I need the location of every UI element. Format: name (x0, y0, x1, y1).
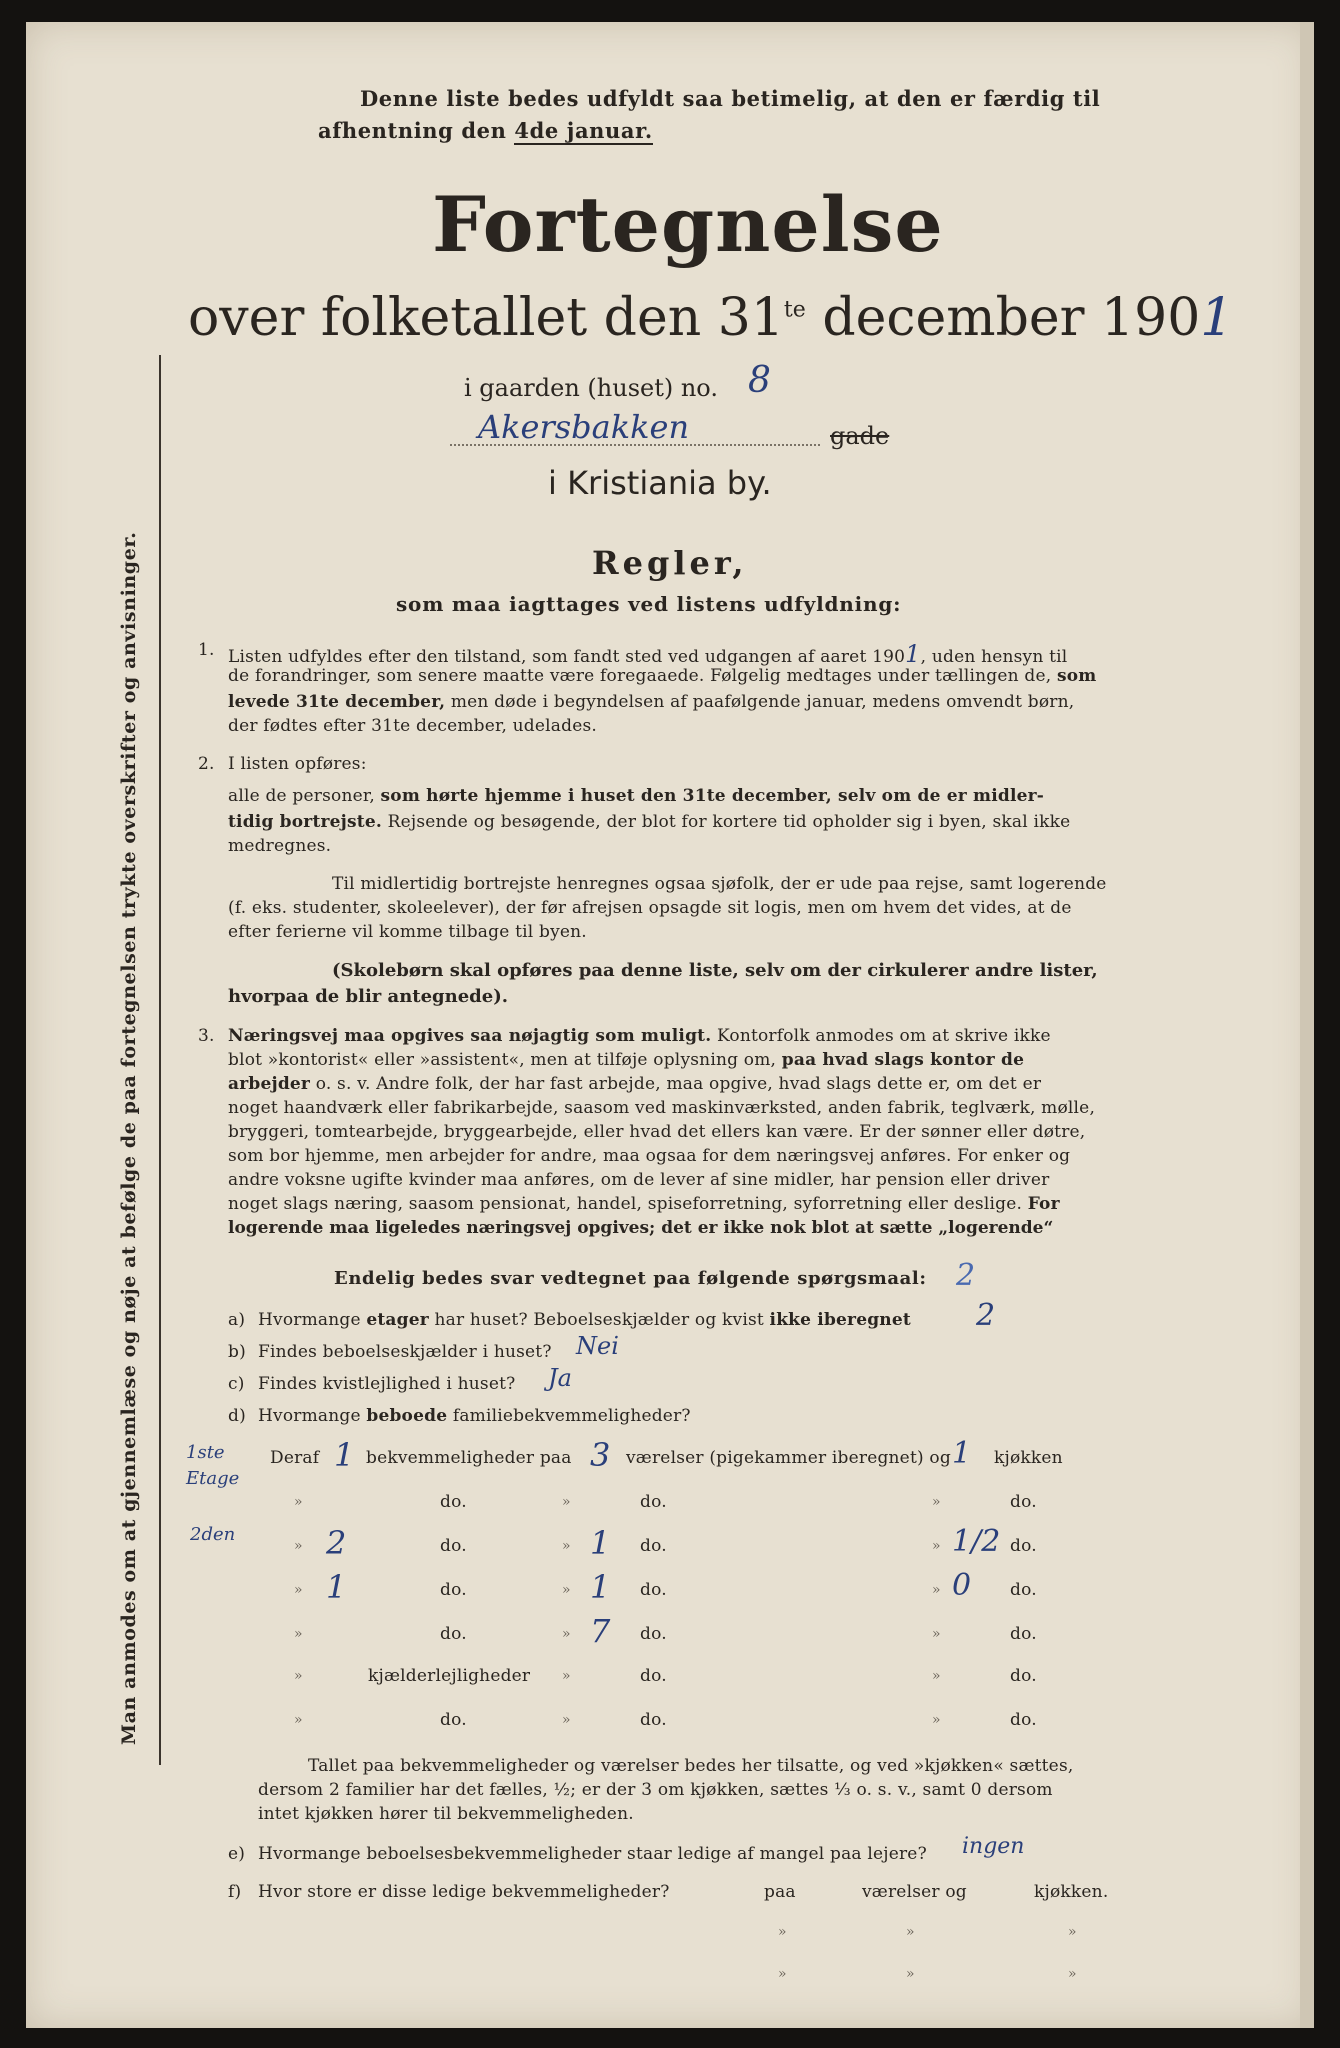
notice-line-1: Denne liste bedes udfyldt saa betimelig, at den er færdig til (360, 86, 1101, 111)
question-d-text-2: familiebekvemmeligheder? (452, 1406, 691, 1426)
rule-3-line-3-a: arbejder (228, 1074, 311, 1094)
table-do-bekv: do. (440, 1492, 467, 1512)
table-kitchen-handwritten: 1/2 (952, 1524, 1001, 1559)
rules-heading: Regler, (592, 544, 748, 582)
table-row-marker-right: » (932, 1582, 941, 1598)
page-subtitle (188, 288, 1233, 348)
rule-2-para-2-line-2: (f. eks. studenter, skoleelever), der før afrejsen opsagde sit logis, men om hvem det vides, at de (228, 898, 1072, 918)
rule-1-line-2-a: de forandringer, som senere maatte være foregaaede. Følgelig medtages under tællingen de, (228, 666, 1052, 686)
street-handwritten: Akersbakken (478, 408, 690, 446)
rule-2-line-1-a: alle de personer, (228, 786, 375, 806)
table-do-vaer: do. (640, 1710, 667, 1730)
rule-3-line-2-b: paa hvad slags kontor de (781, 1050, 1025, 1070)
table-header-kjokken: kjøkken (994, 1448, 1063, 1468)
table-kitchen-handwritten: 0 (952, 1568, 972, 1603)
margin-note-first-floor: 1ste Etage (186, 1442, 240, 1489)
question-a-answer: 2 (976, 1298, 996, 1333)
table-row-marker: » (294, 1626, 303, 1642)
rule-2-line-1-b: som hørte hjemme i huset den 31te december, selv om de er midler- (380, 786, 1045, 806)
table-row-marker-right: » (932, 1626, 941, 1642)
question-c-answer: Ja (548, 1364, 572, 1392)
rule-1-line-3-b: men døde i begyndelsen af paafølgende januar, medens omvendt børn, (450, 692, 1075, 712)
rule-2-para-2-line-3: efter ferierne vil komme tilbage til byen. (228, 922, 587, 942)
rule-2-para-3-line-2: hvorpaa de blir antegnede). (228, 986, 508, 1007)
table-count-handwritten: 2 (326, 1524, 347, 1562)
f-dot-row-2a: » (778, 1966, 787, 1982)
table-do-kjokken: do. (1010, 1666, 1037, 1686)
question-f-vaerelser: værelser og (862, 1882, 967, 1902)
question-c-text: Findes kvistlejlighed i huset? (258, 1374, 516, 1394)
rules-subheading: som maa iagttages ved listens udfyldning: (396, 592, 902, 616)
rule-3-line-8-a: noget slags næring, saasom pensionat, handel, spiseforretning, syforretning eller deslige. (228, 1194, 1023, 1214)
rule-1-line-1-a: Listen udfyldes efter den tilstand, som fandt sted ved udgangen af aaret 190 (228, 647, 906, 667)
rule-1-line-1 (228, 640, 1067, 668)
rule-3-line-9: logerende maa ligeledes næringsvej opgives; det er ikke nok blot at sætte „logerende“ (228, 1218, 1054, 1238)
rule-2-line-2 (228, 812, 1070, 832)
rule-3-line-2 (228, 1050, 1024, 1070)
table-header-bekv: bekvemmeligheder paa (366, 1448, 572, 1468)
notice-pickup-date: 4de januar. (514, 118, 653, 143)
rule-1-line-2 (228, 666, 1096, 686)
question-b-label: b) (228, 1342, 246, 1362)
table-row-marker-mid: » (562, 1494, 571, 1510)
f-dot-row-2c: » (1068, 1966, 1077, 1982)
table-kitchen-handwritten: 1 (952, 1436, 972, 1471)
question-a-text-2: har huset? Beboelseskjælder og kvist (434, 1310, 764, 1330)
rule-3-number: 3. (198, 1026, 215, 1046)
rule-3-line-3 (228, 1074, 1041, 1094)
city-label: i Kristiania by. (548, 464, 772, 502)
table-row-marker-right: » (932, 1668, 941, 1684)
question-f-text: Hvor store er disse ledige bekvemmeligheder? (258, 1882, 670, 1902)
question-d-text-1: Hvormange (258, 1406, 361, 1426)
note-line-1: Tallet paa bekvemmeligheder og værelser bedes her tilsatte, og ved »kjøkken« sættes, (308, 1756, 1074, 1776)
rule-2-line-2-b: Rejsende og besøgende, der blot for kortere tid opholder sig i byen, skal ikke (387, 812, 1071, 832)
subtitle-post: december 190 (805, 288, 1201, 348)
questions-intro-handwritten: 2 (956, 1258, 976, 1293)
rule-3-line-1 (228, 1026, 1051, 1046)
rule-3-line-1-b: Kontorfolk anmodes om at skrive ikke (716, 1026, 1051, 1046)
question-f-kjokken: kjøkken. (1034, 1882, 1109, 1902)
rule-3-line-1-a: Næringsvej maa opgives saa nøjagtig som muligt. (228, 1026, 712, 1046)
rule-1-line-4: der fødtes efter 31te december, udelades. (228, 716, 597, 736)
table-row-marker-mid: » (562, 1582, 571, 1598)
table-row-marker-mid: » (562, 1712, 571, 1728)
gaard-number-handwritten: 8 (748, 360, 771, 401)
table-row-marker-mid: » (562, 1668, 571, 1684)
rule-1-line-2-b: som (1056, 666, 1097, 686)
rule-3-line-3-b: o. s. v. Andre folk, der har fast arbejde, maa opgive, hvad slags dette er, om det er (315, 1074, 1042, 1094)
rule-2-para-2-line-1: Til midlertidig bortrejste henregnes ogsaa sjøfolk, der er ude paa rejse, samt logerende (332, 874, 1107, 894)
table-do-bekv: do. (440, 1624, 467, 1644)
table-deraf-label: Deraf (270, 1448, 320, 1468)
rule-2-para-3-line-1: (Skolebørn skal opføres paa denne liste, selv om der cirkulerer andre lister, (332, 960, 1098, 981)
table-do-vaer: do. (640, 1624, 667, 1644)
table-do-vaer: do. (640, 1580, 667, 1600)
table-do-bekv: do. (440, 1710, 467, 1730)
gade-label: gade (830, 422, 890, 450)
rule-1-line-3-a: levede 31te december, (228, 692, 446, 712)
side-instruction-note: Man anmodes om at gjennemlæse og nøje at befølge de paa fortegnelsen trykte overskrifter og anvisninger. (118, 531, 140, 1745)
question-a-text (258, 1310, 911, 1330)
table-rooms-handwritten: 7 (590, 1612, 611, 1650)
rule-2-line-2-a: tidig bortrejste. (228, 812, 382, 832)
year-handwritten: 1 (1200, 288, 1234, 348)
question-b-text: Findes beboelseskjælder i huset? (258, 1342, 552, 1362)
notice-line-2 (318, 118, 653, 143)
f-dot-row-1c: » (1068, 1924, 1077, 1940)
table-do-vaer: do. (640, 1492, 667, 1512)
notice-pickup-label: afhentning den (318, 118, 507, 143)
table-count-handwritten: 1 (334, 1436, 355, 1474)
margin-note-second-floor: 2den (190, 1524, 236, 1545)
table-do-kjokken: do. (1010, 1536, 1037, 1556)
table-do-kjokken: do. (1010, 1492, 1037, 1512)
questions-intro: Endelig bedes svar vedtegnet paa følgende spørgsmaal: (334, 1268, 927, 1289)
question-e-text: Hvormange beboelsesbekvemmeligheder staar ledige af mangel paa lejere? (258, 1844, 927, 1864)
question-d-label: d) (228, 1406, 246, 1426)
rule-2-line-1 (228, 786, 1044, 806)
question-a-text-1: Hvormange (258, 1310, 361, 1330)
rule-3-line-5: bryggeri, tomtearbejde, bryggearbejde, eller hvad det ellers kan være. Er der sønner eller døtre, (228, 1122, 1086, 1142)
question-e-answer: ingen (962, 1834, 1025, 1859)
rule-2-number: 2. (198, 754, 215, 774)
question-a-label: a) (228, 1310, 246, 1330)
table-do-bekv: do. (440, 1580, 467, 1600)
table-row-marker-right: » (932, 1538, 941, 1554)
question-f-label: f) (228, 1882, 242, 1902)
rule-2-line-3: medregnes. (228, 836, 332, 856)
table-row-marker-mid: » (562, 1626, 571, 1642)
rule-1-number: 1. (198, 640, 215, 660)
table-do-kjokken: do. (1010, 1710, 1037, 1730)
paper-edge (1300, 22, 1314, 2028)
table-do-kjokken: do. (1010, 1580, 1037, 1600)
note-line-2: dersom 2 familier har det fælles, ½; er der 3 om kjøkken, sættes ⅓ o. s. v., samt 0 dersom (258, 1780, 1053, 1800)
table-rooms-handwritten: 1 (590, 1524, 611, 1562)
rule-3-line-7: andre voksne ugifte kvinder maa anføres, om de lever af sine midler, har pension eller driver (228, 1170, 1050, 1190)
rule-1-year-handwritten: 1 (905, 640, 921, 668)
table-row-marker: » (294, 1668, 303, 1684)
subtitle-sup: te (783, 297, 806, 323)
gaard-label: i gaarden (huset) no. (464, 374, 718, 402)
rule-1-line-1-b: , uden hensyn til (920, 647, 1068, 667)
table-row-marker: » (294, 1538, 303, 1554)
rule-3-line-8 (228, 1194, 1060, 1214)
page-title: Fortegnelse (432, 180, 944, 269)
note-line-3: intet kjøkken hører til bekvemmeligheden. (258, 1804, 634, 1824)
rule-2-line-0: I listen opføres: (228, 754, 367, 774)
table-row-marker: » (294, 1582, 303, 1598)
side-divider (159, 355, 161, 1765)
question-a-bold-2: ikke iberegnet (769, 1310, 911, 1330)
subtitle-pre: over folketallet den 31 (188, 288, 784, 348)
question-b-answer: Nei (576, 1332, 619, 1360)
table-header-vaerelser: værelser (pigekammer iberegnet) og (626, 1448, 951, 1468)
rule-1-line-3 (228, 692, 1074, 712)
rule-3-line-2-a: blot »kontorist« eller »assistent«, men at tilføje oplysning om, (228, 1050, 777, 1070)
rule-3-line-4: noget haandværk eller fabrikarbejde, saasom ved maskinværksted, anden fabrik, teglværk, mølle, (228, 1098, 1096, 1118)
table-do-bekv: do. (440, 1536, 467, 1556)
table-row-marker-right: » (932, 1712, 941, 1728)
table-do-kjokken: do. (1010, 1624, 1037, 1644)
question-e-label: e) (228, 1844, 246, 1864)
table-do-vaer: do. (640, 1666, 667, 1686)
table-row-marker-right: » (932, 1494, 941, 1510)
table-rooms-handwritten: 3 (590, 1436, 611, 1474)
table-do-vaer: do. (640, 1536, 667, 1556)
question-a-bold: etager (366, 1310, 429, 1330)
table-rooms-handwritten: 1 (590, 1568, 611, 1606)
table-row-marker: » (294, 1712, 303, 1728)
table-count-handwritten: 1 (326, 1568, 347, 1606)
f-dot-row-1b: » (906, 1924, 915, 1940)
question-c-label: c) (228, 1374, 245, 1394)
question-d-text (258, 1406, 691, 1426)
f-dot-row-2b: » (906, 1966, 915, 1982)
question-f-paa: paa (764, 1882, 796, 1902)
rule-3-line-6: som bor hjemme, men arbejder for andre, maa ogsaa for dem næringsvej anføres. For enker og (228, 1146, 1071, 1166)
table-kjaelder-label: kjælderlejligheder (368, 1666, 531, 1686)
f-dot-row-1a: » (778, 1924, 787, 1940)
table-row-marker: » (294, 1494, 303, 1510)
rule-3-line-8-b: For (1027, 1194, 1060, 1214)
question-d-bold: beboede (366, 1406, 448, 1426)
table-row-marker-mid: » (562, 1538, 571, 1554)
